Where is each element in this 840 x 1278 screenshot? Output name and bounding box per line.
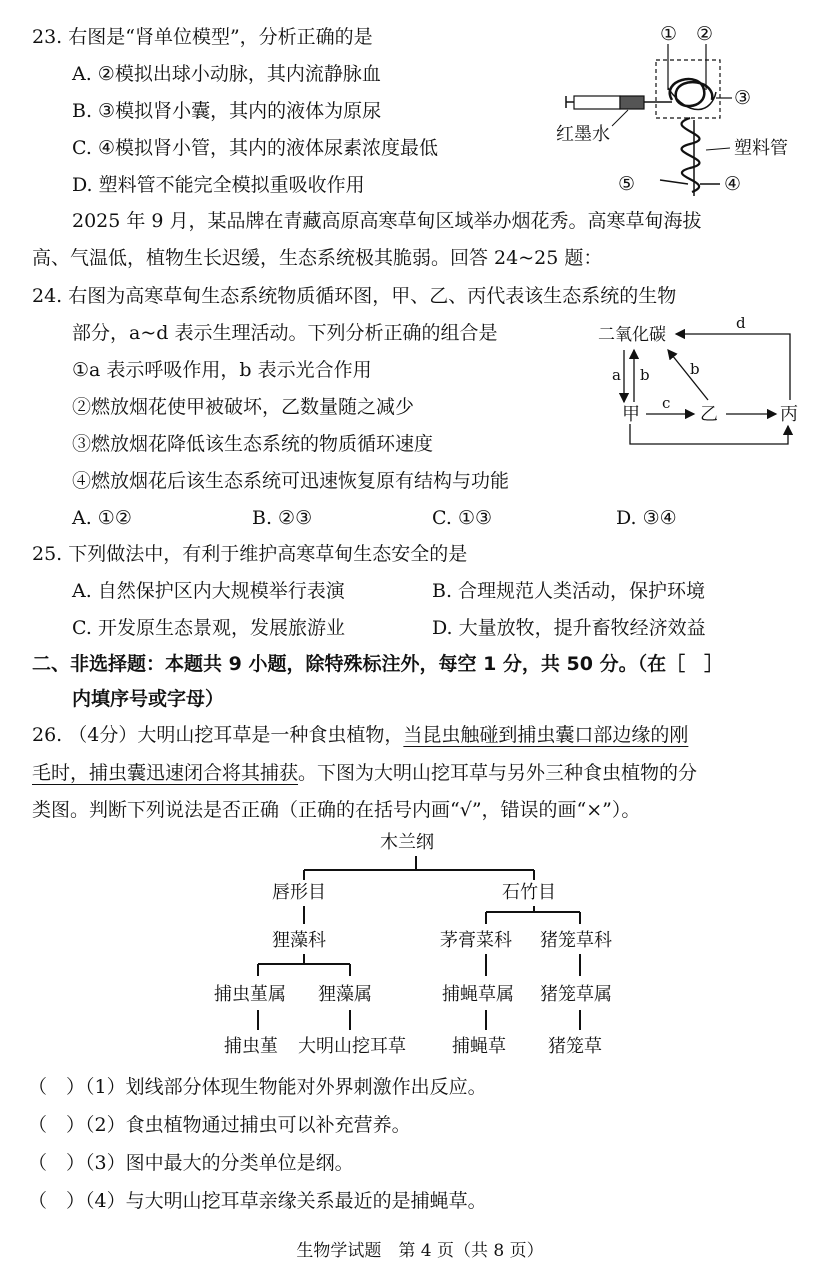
tree-genus-3: 捕蝇草属	[442, 984, 514, 1005]
arrow-c-label: c	[662, 394, 671, 412]
jia-node: 甲	[622, 404, 640, 425]
label-2: ②	[696, 23, 714, 45]
q26-underlined-1: 当昆虫触碰到捕虫囊口部边缘的刚	[403, 724, 689, 746]
judgement-1-text: （1）划线部分体现生物能对外界刺激作出反应。	[85, 1076, 487, 1098]
judgement-2-paren[interactable]: （ ）	[28, 1114, 86, 1136]
arrow-b-label-1: b	[640, 366, 650, 384]
q26-underlined-2: 毛时，捕虫囊迅速闭合将其捕获	[32, 762, 299, 784]
tube-label: 塑料管	[734, 138, 788, 159]
intro-line-1: 2025 年 9 月，某品牌在青藏高原高寒草甸区域举办烟花秀。高寒草甸海拔	[72, 210, 702, 232]
tree-order-1: 唇形目	[272, 882, 326, 903]
q24-option-a: A. ①②	[72, 507, 132, 529]
judgement-2	[28, 1112, 411, 1138]
tree-species-1: 捕虫堇	[224, 1036, 278, 1057]
tree-class: 木兰纲	[380, 832, 434, 853]
co2-node: 二氧化碳	[598, 325, 666, 345]
q25-option-c: C. 开发原生态景观，发展旅游业	[72, 617, 345, 639]
bing-node: 丙	[780, 404, 798, 425]
judgement-4	[28, 1188, 487, 1214]
q24-item-1: ①a 表示呼吸作用，b 表示光合作用	[72, 359, 372, 381]
q25-option-b: B. 合理规范人类活动，保护环境	[432, 580, 706, 602]
tree-species-2: 大明山挖耳草	[298, 1036, 406, 1057]
arrow-b-label-2: b	[690, 360, 700, 378]
judgement-1	[28, 1074, 487, 1100]
q23-option-b: B. ③模拟肾小囊，其内的液体为原尿	[72, 100, 382, 122]
tree-family-1: 狸藻科	[272, 930, 326, 951]
q23-option-d: D. 塑料管不能完全模拟重吸收作用	[72, 174, 365, 196]
q24-item-2: ②燃放烟花使甲被破坏，乙数量随之减少	[72, 396, 415, 418]
q25-option-a: A. 自然保护区内大规模举行表演	[72, 580, 345, 602]
q23-stem: 23. 右图是“肾单位模型”，分析正确的是	[32, 26, 373, 48]
page-footer: 生物学试题 第 4 页（共 8 页）	[296, 1241, 544, 1261]
label-3: ③	[734, 87, 752, 109]
tree-order-2: 石竹目	[502, 882, 556, 903]
judgement-1-paren[interactable]: （ ）	[28, 1076, 86, 1098]
section2-heading: 二、非选择题：本题共 9 小题，除特殊标注外，每空 1 分，共 50 分。（在［ ］	[32, 653, 724, 675]
judgement-3-text: （3）图中最大的分类单位是纲。	[85, 1152, 354, 1174]
label-1: ①	[660, 23, 678, 45]
arrow-a-label: a	[612, 366, 621, 384]
q25-option-d: D. 大量放牧，提升畜牧经济效益	[432, 617, 706, 639]
judgement-3-paren[interactable]: （ ）	[28, 1152, 86, 1174]
judgement-3	[28, 1150, 354, 1176]
tree-genus-1: 捕虫堇属	[214, 984, 286, 1005]
tree-family-2: 茅膏菜科	[440, 930, 512, 951]
q26-line-3: 类图。判断下列说法是否正确（正确的在括号内画“√”，错误的画“×”）。	[32, 799, 641, 821]
intro-line-2: 高、气温低，植物生长迟缓，生态系统极其脆弱。回答 24~25 题：	[32, 247, 603, 269]
judgement-4-paren[interactable]: （ ）	[28, 1190, 86, 1212]
q24-item-3: ③燃放烟花降低该生态系统的物质循环速度	[72, 433, 434, 455]
tree-family-3: 猪笼草科	[540, 930, 612, 951]
q24-item-4: ④燃放烟花后该生态系统可迅速恢复原有结构与功能	[72, 470, 510, 492]
q26-head: 26. （4分）大明山挖耳草是一种食虫植物，	[32, 724, 404, 746]
tree-species-4: 猪笼草	[548, 1036, 602, 1057]
section2-heading-cont: 内填序号或字母）	[72, 688, 225, 710]
judgement-4-text: （4）与大明山挖耳草亲缘关系最近的是捕蝇草。	[85, 1190, 487, 1212]
label-5: ⑤	[618, 173, 636, 195]
label-4: ④	[724, 173, 742, 195]
q24-option-b: B. ②③	[252, 507, 313, 529]
tree-genus-4: 猪笼草属	[540, 984, 612, 1005]
tree-species-3: 捕蝇草	[452, 1036, 506, 1057]
q23-option-c: C. ④模拟肾小管，其内的液体尿素浓度最低	[72, 137, 438, 159]
q24-option-d: D. ③④	[616, 507, 677, 529]
q24-stem-1: 24. 右图为高寒草甸生态系统物质循环图，甲、乙、丙代表该生态系统的生物	[32, 285, 677, 307]
q24-stem-2: 部分，a~d 表示生理活动。下列分析正确的组合是	[72, 322, 498, 344]
yi-node: 乙	[700, 404, 718, 425]
arrow-d-label: d	[736, 314, 746, 332]
q26-tail: 。下图为大明山挖耳草与另外三种食虫植物的分	[298, 762, 698, 784]
q24-option-c: C. ①③	[432, 507, 493, 529]
judgement-2-text: （2）食虫植物通过捕虫可以补充营养。	[85, 1114, 411, 1136]
tree-genus-2: 狸藻属	[318, 984, 372, 1005]
q23-option-a: A. ②模拟出球小动脉，其内流静脉血	[72, 63, 381, 85]
ink-label: 红墨水	[556, 124, 610, 145]
q25-stem: 25. 下列做法中，有利于维护高寒草甸生态安全的是	[32, 543, 468, 565]
